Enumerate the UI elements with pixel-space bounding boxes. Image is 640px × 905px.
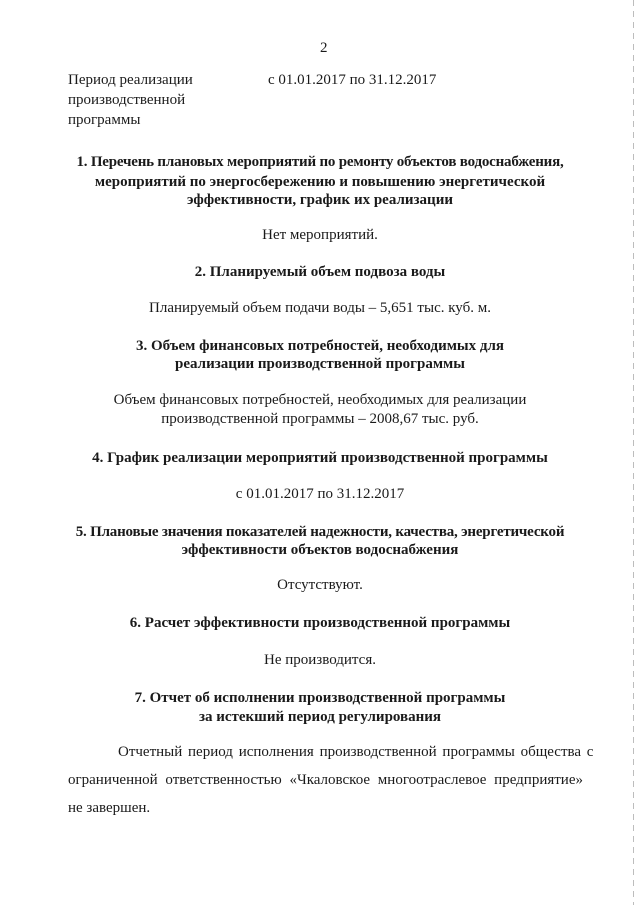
section-7-body-line-1: Отчетный период исполнения производственной программы общества с <box>118 744 594 760</box>
page-number: 2 <box>320 40 328 56</box>
section-5-body: Отсутствуют. <box>277 577 363 593</box>
section-3-body-line-1: Объем финансовых потребностей, необходимых для реализации <box>113 392 527 408</box>
section-3-body-line-2: производственной программы – 2008,67 тыс. руб. <box>161 411 479 427</box>
section-4-heading: 4. График реализации мероприятий производственной программы <box>92 450 548 466</box>
section-6-body: Не производится. <box>264 652 376 668</box>
period-label-line-2: производственной <box>68 92 186 108</box>
period-label-line-3: программы <box>68 112 141 128</box>
period-label-line-1: Период реализации <box>68 72 193 88</box>
scan-edge-line <box>633 0 634 905</box>
section-1-body: Нет мероприятий. <box>262 227 378 243</box>
section-5-heading-line-1: 5. Плановые значения показателей надежности, качества, энергетической <box>75 524 565 540</box>
section-7-heading-line-2: за истекший период регулирования <box>198 709 442 725</box>
section-7-heading-line-1: 7. Отчет об исполнении производственной программы <box>134 690 506 706</box>
section-7-body-line-2: ограниченной ответственностью «Чкаловское многоотраслевое предприятие» <box>68 772 583 788</box>
section-6-heading: 6. Расчет эффективности производственной программы <box>129 615 511 631</box>
section-4-body: с 01.01.2017 по 31.12.2017 <box>235 486 405 502</box>
section-2-heading: 2. Планируемый объем подвоза воды <box>194 264 446 280</box>
section-1-heading-line-2: мероприятий по энергосбережению и повышению энергетической <box>94 174 546 190</box>
section-1-heading-line-3: эффективности, график их реализации <box>187 192 453 208</box>
section-2-body: Планируемый объем подачи воды – 5,651 тыс. куб. м. <box>149 300 491 316</box>
section-1-heading-line-1: 1. Перечень плановых мероприятий по ремонту объектов водоснабжения, <box>76 154 564 170</box>
section-3-heading-line-1: 3. Объем финансовых потребностей, необходимых для <box>135 338 505 354</box>
section-5-heading-line-2: эффективности объектов водоснабжения <box>181 542 459 558</box>
section-7-body-line-3: не завершен. <box>68 800 151 816</box>
period-value: с 01.01.2017 по 31.12.2017 <box>268 72 437 88</box>
section-3-heading-line-2: реализации производственной программы <box>175 356 465 372</box>
